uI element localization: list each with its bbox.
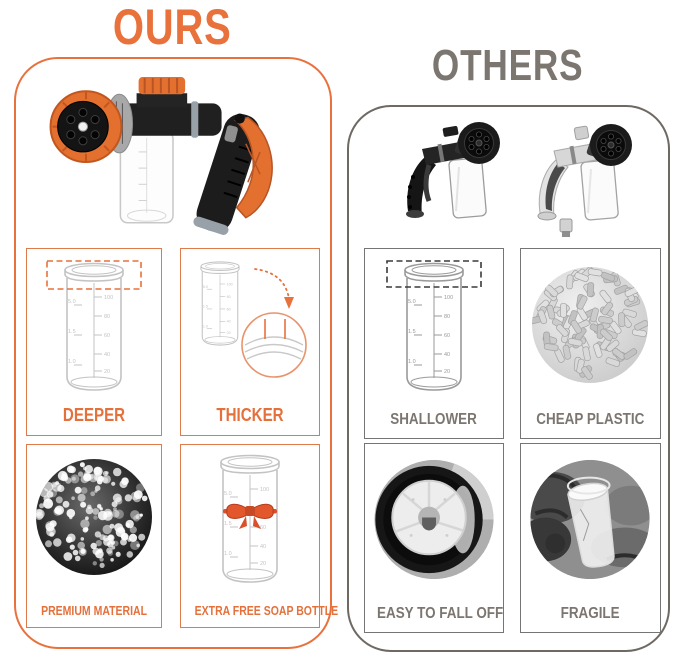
feature-cell-premium-material: [26, 444, 162, 628]
premium-material-photo: [27, 449, 161, 597]
ours-product-image: [40, 73, 306, 245]
broken-bottle-photo: [521, 448, 660, 602]
feature-label: FRAGILE: [561, 605, 620, 622]
feature-label: THICKER: [216, 405, 284, 425]
feature-label: CHEAP PLASTIC: [536, 411, 645, 428]
nozzle-black: [406, 122, 500, 218]
feature-label: PREMIUM MATERIAL: [41, 604, 147, 618]
deeper-bottle-graphic: [27, 253, 161, 405]
others-product-image-black: [395, 117, 503, 241]
feature-cell-thicker: [180, 248, 320, 436]
hero-top-knob: [137, 77, 188, 107]
others-title: [347, 41, 668, 90]
feature-cell-extra-bottle: [180, 444, 339, 628]
feature-cell-cheap-plastic: [520, 248, 661, 439]
feature-cell-shallower: [364, 248, 504, 439]
hero-silver-band: [191, 101, 198, 137]
magnifier-icon: [242, 313, 306, 377]
magnify-arrow: [255, 269, 289, 299]
feature-cell-fragile: [520, 443, 661, 633]
thicker-graphic: [181, 253, 319, 405]
nozzle-gray: [538, 124, 632, 237]
others-product-image-gray: [527, 119, 635, 243]
feature-label: EXTRA FREE SOAP BOTTLE: [194, 604, 339, 618]
feature-label: SHALLOWER: [390, 411, 478, 428]
others-panel: [347, 105, 670, 652]
cheap-plastic-photo: [521, 253, 660, 408]
feature-label: EASY TO FALL OFF: [377, 605, 504, 622]
feature-cell-deeper: [26, 248, 162, 436]
others-title-text: OTHERS: [431, 41, 584, 90]
magnify-arrowhead: [284, 297, 294, 309]
ours-panel: [14, 57, 339, 649]
feature-label: DEEPER: [62, 405, 126, 425]
feature-cell-easy-fall-off: [364, 443, 504, 633]
shallower-bottle-graphic: [365, 253, 503, 408]
hero-spray-head: [51, 91, 133, 162]
ours-title-text: OURS: [112, 0, 232, 55]
cap-falloff-photo: [365, 448, 503, 602]
soap-bottle-gift-graphic: [181, 449, 319, 597]
ours-title: [14, 0, 330, 55]
